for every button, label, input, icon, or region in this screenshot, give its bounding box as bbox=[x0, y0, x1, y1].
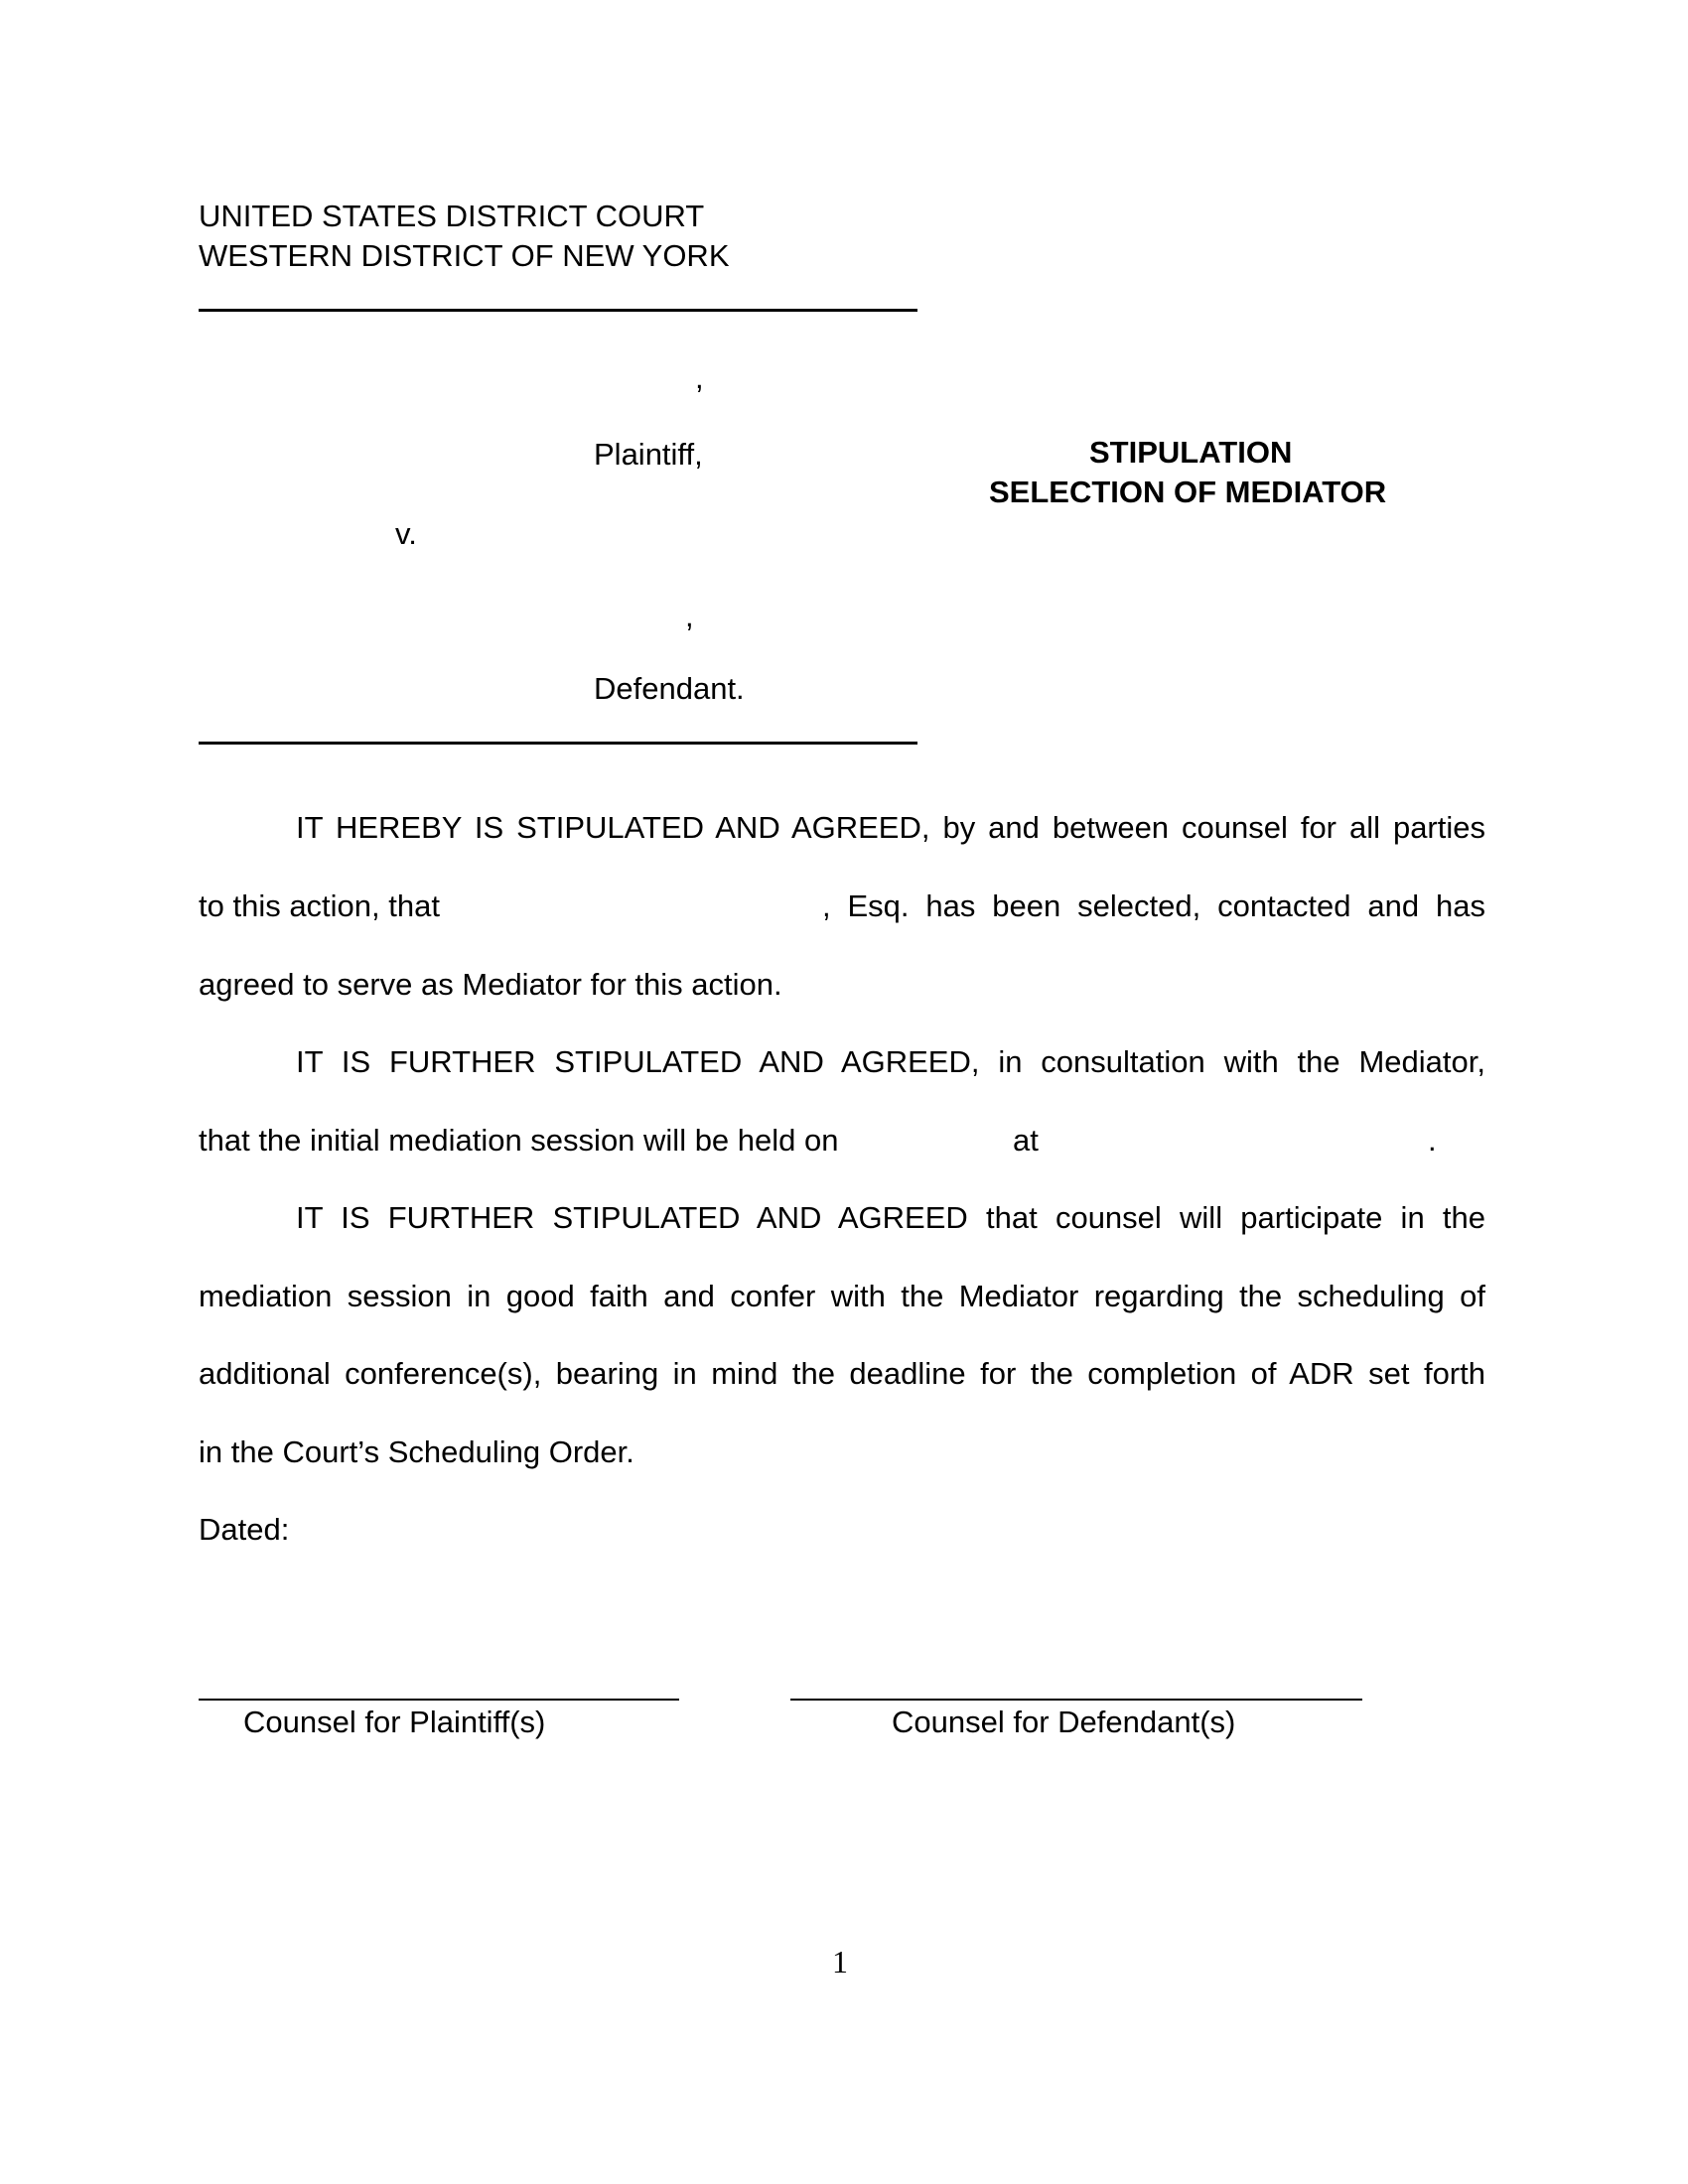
para3-line3: additional conference(s), bearing in mind the deadline for the completion of ADR set forth bbox=[199, 1356, 1485, 1391]
para3-line2: mediation session in good faith and confer with the Mediator regarding the scheduling of bbox=[199, 1279, 1485, 1313]
para2-line1: IT IS FURTHER STIPULATED AND AGREED, in consultation with the Mediator, bbox=[296, 1044, 1485, 1079]
defendant-counsel-label: Counsel for Defendant(s) bbox=[892, 1705, 1236, 1739]
defendant-label: Defendant. bbox=[594, 671, 745, 706]
para2-line2-period: . bbox=[1428, 1123, 1437, 1158]
document-title: STIPULATION bbox=[1089, 435, 1293, 470]
caption-bottom-rule bbox=[199, 742, 917, 745]
para3-line4: in the Court’s Scheduling Order. bbox=[199, 1434, 634, 1469]
plaintiff-label: Plaintiff, bbox=[594, 437, 703, 472]
document-subtitle: SELECTION OF MEDIATOR bbox=[989, 475, 1387, 509]
versus-label: v. bbox=[395, 516, 417, 551]
defendant-signature-line bbox=[790, 1699, 1362, 1701]
defendant-name-comma: , bbox=[685, 599, 694, 633]
para1-line3: agreed to serve as Mediator for this action. bbox=[199, 967, 782, 1002]
court-name: UNITED STATES DISTRICT COURT bbox=[199, 199, 705, 233]
plaintiff-name-comma: , bbox=[695, 360, 704, 395]
court-district: WESTERN DISTRICT OF NEW YORK bbox=[199, 238, 730, 273]
para1-line2-start: to this action, that bbox=[199, 888, 440, 923]
page-number: 1 bbox=[832, 1944, 848, 1979]
dated-label: Dated: bbox=[199, 1512, 290, 1547]
plaintiff-signature-line bbox=[199, 1699, 679, 1701]
para3-line1: IT IS FURTHER STIPULATED AND AGREED that counsel will participate in the bbox=[296, 1200, 1485, 1235]
caption-top-rule bbox=[199, 309, 917, 312]
para1-line2-end: , Esq. has been selected, contacted and has bbox=[822, 888, 1485, 923]
para1-line1: IT HEREBY IS STIPULATED AND AGREED, by and between counsel for all parties bbox=[296, 810, 1485, 845]
para2-line2-start: that the initial mediation session will be held on bbox=[199, 1123, 839, 1158]
plaintiff-counsel-label: Counsel for Plaintiff(s) bbox=[243, 1705, 546, 1739]
para2-line2-at: at bbox=[1013, 1123, 1039, 1158]
